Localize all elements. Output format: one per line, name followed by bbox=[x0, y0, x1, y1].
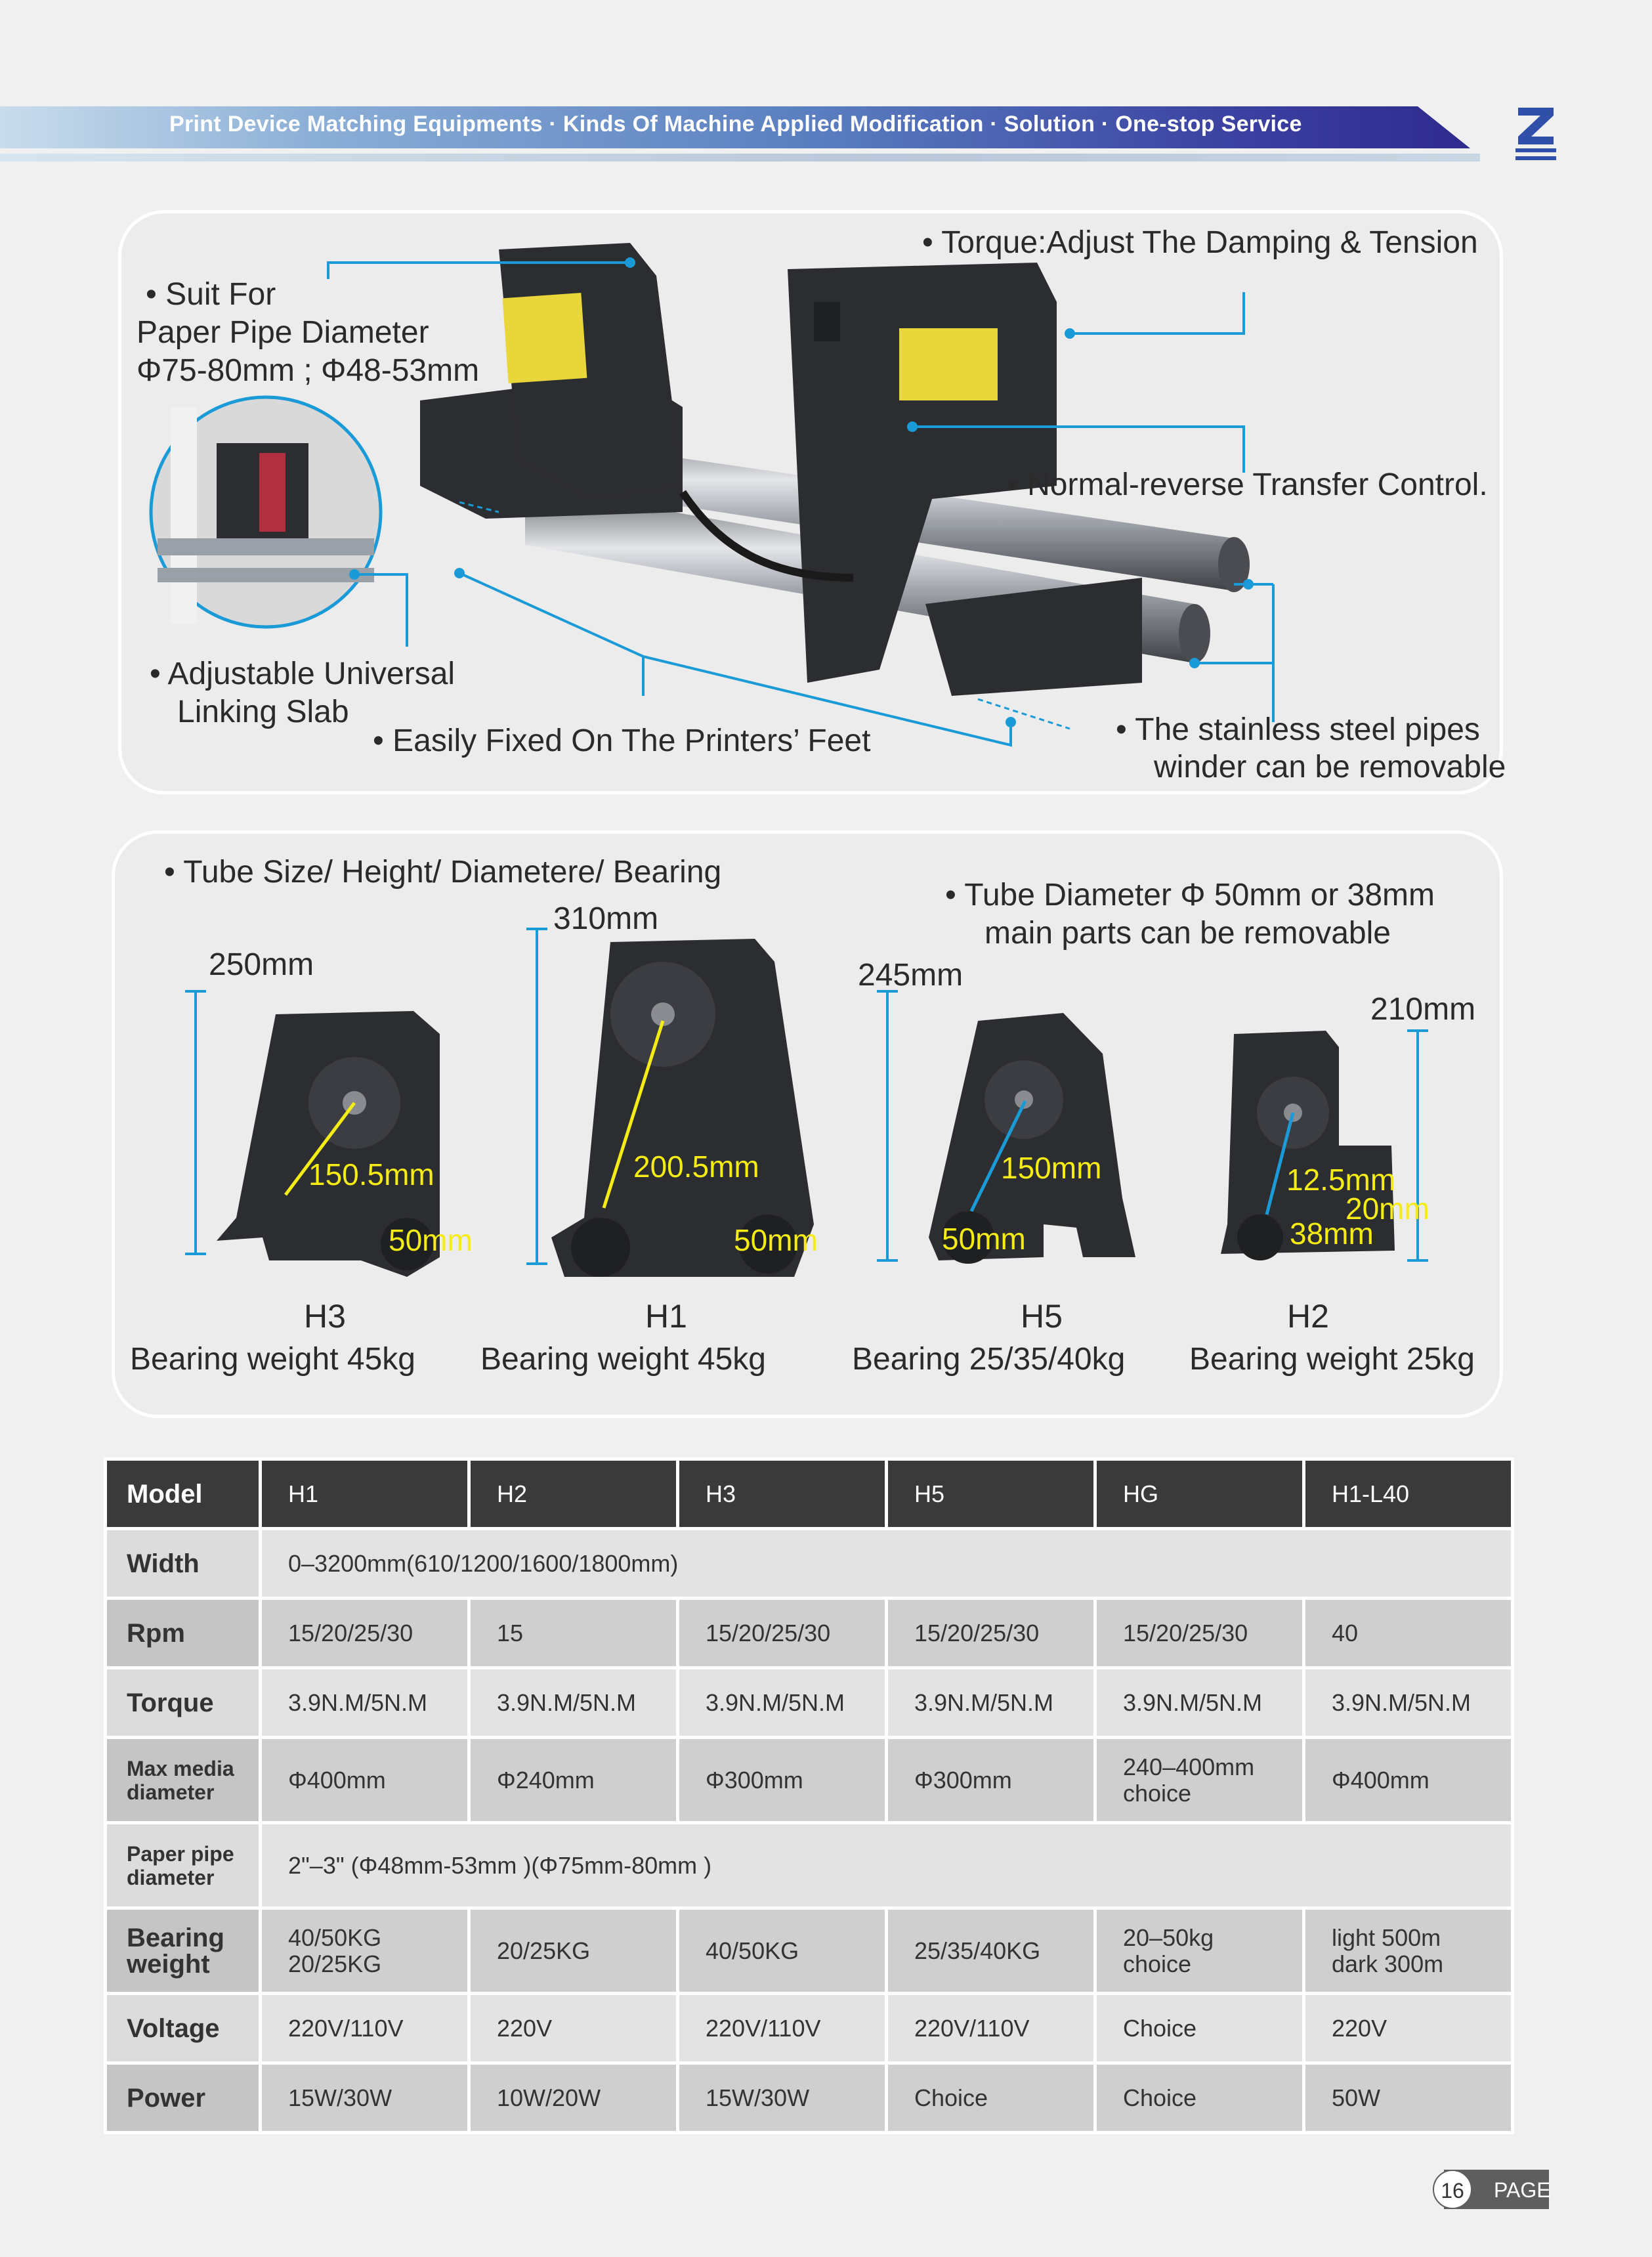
h3-model-name: H3 bbox=[304, 1298, 346, 1335]
table-cell: Choice bbox=[1095, 2063, 1304, 2133]
table-cell: 3.9N.M/5N.M bbox=[678, 1668, 887, 1738]
h5-bottom-label: 50mm bbox=[942, 1222, 1026, 1256]
h5-model-name: H5 bbox=[1021, 1298, 1063, 1335]
h2-bottom-label: 38mm bbox=[1290, 1216, 1374, 1251]
h3-height-label: 250mm bbox=[209, 947, 314, 982]
table-cell: 3.9N.M/5N.M bbox=[887, 1668, 1095, 1738]
table-cell: 3.9N.M/5N.M bbox=[469, 1668, 678, 1738]
page-label: PAGE bbox=[1494, 2178, 1551, 2202]
table-cell: Choice bbox=[887, 2063, 1095, 2133]
feature-suit-line1: • Suit For bbox=[146, 277, 276, 312]
table-cell: 15/20/25/30 bbox=[887, 1599, 1095, 1668]
table-cell: Φ400mm bbox=[261, 1738, 469, 1823]
feature-adjustable-line1: • Adjustable Universal bbox=[150, 656, 455, 691]
h3-bottom-label: 50mm bbox=[389, 1223, 473, 1257]
feature-torque: • Torque:Adjust The Damping & Tension bbox=[922, 225, 1478, 260]
table-cell: 20–50kg choice bbox=[1095, 1908, 1304, 1994]
table-row-bearing bbox=[106, 1908, 1513, 1994]
table-row-rpm bbox=[106, 1599, 1513, 1668]
table-cell: 240–400mm choice bbox=[1095, 1738, 1304, 1823]
plate-h1 bbox=[526, 929, 818, 1277]
h1-bearing: Bearing weight 45kg bbox=[480, 1342, 766, 1377]
h2-diameter-label: 12.5mm bbox=[1286, 1163, 1396, 1197]
spec-table bbox=[104, 1457, 1514, 2134]
table-cell: 15/20/25/30 bbox=[1095, 1599, 1304, 1668]
feature-stainless-line2: winder can be removable bbox=[1154, 750, 1506, 785]
feature-stainless-line1: • The stainless steel pipes bbox=[1116, 712, 1480, 747]
table-row-label: Torque bbox=[106, 1668, 261, 1738]
feature-adjustable-line2: Linking Slab bbox=[177, 695, 349, 729]
table-cell: 3.9N.M/5N.M bbox=[1095, 1668, 1304, 1738]
feature-easily-fixed: • Easily Fixed On The Printers’ Feet bbox=[373, 723, 871, 758]
tube-diameter-line1: • Tube Diameter Φ 50mm or 38mm bbox=[945, 878, 1435, 913]
table-cell: 20/25KG bbox=[469, 1908, 678, 1994]
table-row-power bbox=[106, 2063, 1513, 2133]
table-row-label: Paper pipe diameter bbox=[106, 1823, 261, 1908]
table-row-label: Rpm bbox=[106, 1599, 261, 1668]
table-cell: 2"–3" (Φ48mm-53mm )(Φ75mm-80mm ) bbox=[261, 1823, 1513, 1908]
table-row-label: Bearing weight bbox=[106, 1908, 261, 1994]
table-cell: 0–3200mm(610/1200/1600/1800mm) bbox=[261, 1529, 1513, 1599]
h3-bearing: Bearing weight 45kg bbox=[130, 1342, 415, 1377]
table-row-label: Max media diameter bbox=[106, 1738, 261, 1823]
plate-h5 bbox=[877, 991, 1135, 1264]
table-cell: Choice bbox=[1095, 1994, 1304, 2063]
h2-model-name: H2 bbox=[1287, 1298, 1329, 1335]
h1-height-label: 310mm bbox=[553, 901, 659, 936]
table-cell: 15 bbox=[469, 1599, 678, 1668]
table-header-row bbox=[106, 1459, 1513, 1529]
feature-suit-line3: Φ75-80mm ; Φ48-53mm bbox=[137, 353, 480, 388]
h5-height-label: 245mm bbox=[858, 958, 964, 993]
table-row-voltage bbox=[106, 1994, 1513, 2063]
sizes-title: • Tube Size/ Height/ Diametere/ Bearing bbox=[164, 855, 722, 890]
table-cell: 15/20/25/30 bbox=[678, 1599, 887, 1668]
table-cell: 220V/110V bbox=[887, 1994, 1095, 2063]
table-header-cell: H1 bbox=[261, 1459, 469, 1529]
table-cell: 15W/30W bbox=[678, 2063, 887, 2133]
plate-h3 bbox=[185, 991, 473, 1277]
h2-bearing: Bearing weight 25kg bbox=[1189, 1342, 1475, 1377]
table-cell: 40/50KG bbox=[678, 1908, 887, 1994]
h2-extra-label: 20mm bbox=[1345, 1192, 1430, 1226]
table-row-width bbox=[106, 1529, 1513, 1599]
table-row-label: Voltage bbox=[106, 1994, 261, 2063]
table-cell: 3.9N.M/5N.M bbox=[1304, 1668, 1513, 1738]
table-cell: 25/35/40KG bbox=[887, 1908, 1095, 1994]
table-cell: Φ400mm bbox=[1304, 1738, 1513, 1823]
table-cell: 220V/110V bbox=[678, 1994, 887, 2063]
table-cell: 3.9N.M/5N.M bbox=[261, 1668, 469, 1738]
plate-h2 bbox=[1221, 1031, 1430, 1260]
table-header-cell: H1-L40 bbox=[1304, 1459, 1513, 1529]
h5-bearing: Bearing 25/35/40kg bbox=[852, 1342, 1126, 1377]
h1-bottom-label: 50mm bbox=[734, 1223, 818, 1257]
header-tagline: Print Device Matching Equipments · Kinds Of Machine Applied Modification · Solution · One-stop Service bbox=[169, 112, 1302, 137]
table-cell: Φ300mm bbox=[887, 1738, 1095, 1823]
table-row-max-media bbox=[106, 1738, 1513, 1823]
table-cell: 40/50KG 20/25KG bbox=[261, 1908, 469, 1994]
h3-diameter-label: 150.5mm bbox=[308, 1157, 434, 1192]
table-cell: 220V bbox=[1304, 1994, 1513, 2063]
h1-diameter-label: 200.5mm bbox=[633, 1150, 759, 1184]
table-row-label: Power bbox=[106, 2063, 261, 2133]
table-header-cell: HG bbox=[1095, 1459, 1304, 1529]
table-header-cell: H2 bbox=[469, 1459, 678, 1529]
table-cell: light 500m dark 300m bbox=[1304, 1908, 1513, 1994]
table-cell: 40 bbox=[1304, 1599, 1513, 1668]
table-cell: 220V bbox=[469, 1994, 678, 2063]
table-header-cell: H5 bbox=[887, 1459, 1095, 1529]
table-header-cell: Model bbox=[106, 1459, 261, 1529]
table-cell: 10W/20W bbox=[469, 2063, 678, 2133]
table-cell: 50W bbox=[1304, 2063, 1513, 2133]
feature-normal-reverse: • Normal-reverse Transfer Control. bbox=[1007, 467, 1488, 502]
table-row-paper-pipe bbox=[106, 1823, 1513, 1908]
h2-height-label: 210mm bbox=[1370, 992, 1476, 1027]
table-cell: Φ240mm bbox=[469, 1738, 678, 1823]
table-cell: Φ300mm bbox=[678, 1738, 887, 1823]
tube-diameter-line2: main parts can be removable bbox=[985, 916, 1391, 951]
h5-diameter-label: 150mm bbox=[1001, 1151, 1102, 1185]
table-cell: 15/20/25/30 bbox=[261, 1599, 469, 1668]
table-cell: 15W/30W bbox=[261, 2063, 469, 2133]
table-row-torque bbox=[106, 1668, 1513, 1738]
table-row-label: Width bbox=[106, 1529, 261, 1599]
table-cell: 220V/110V bbox=[261, 1994, 469, 2063]
page-number: 16 bbox=[1433, 2170, 1472, 2209]
table-header-cell: H3 bbox=[678, 1459, 887, 1529]
header-underline bbox=[0, 154, 1480, 161]
h1-model-name: H1 bbox=[645, 1298, 687, 1335]
company-logo-icon bbox=[1513, 105, 1559, 164]
feature-suit-line2: Paper Pipe Diameter bbox=[137, 315, 429, 350]
